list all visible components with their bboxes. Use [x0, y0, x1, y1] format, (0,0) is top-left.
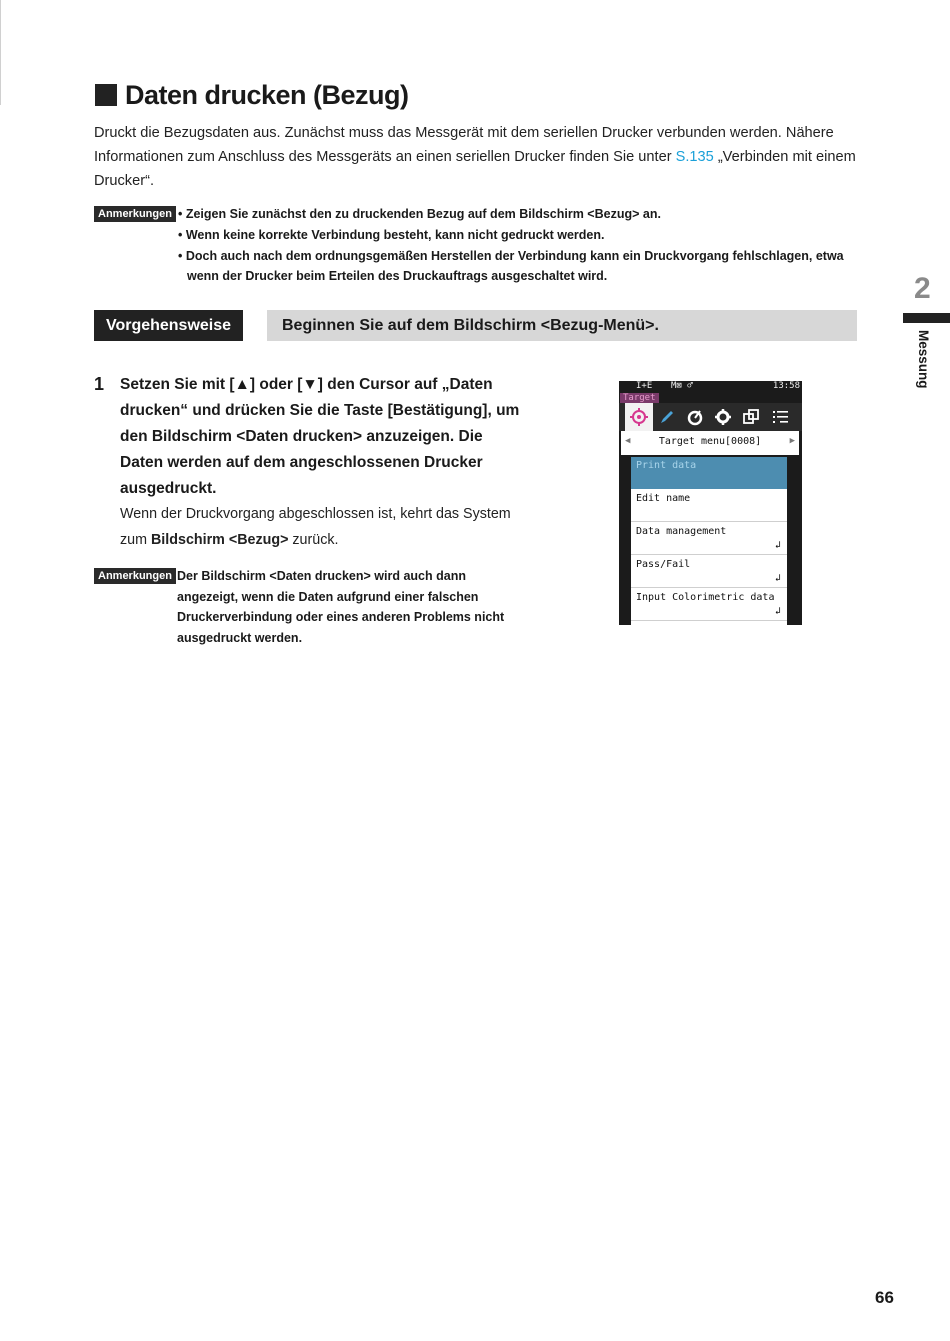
enter-icon: ↲ [774, 573, 781, 584]
gear-icon[interactable] [709, 403, 737, 431]
device-time: 13:58 [772, 381, 800, 391]
step-result-text: Wenn der Druckvorgang abgeschlossen ist, kehrt das System zum [120, 506, 511, 548]
menu-item-print-data[interactable] [631, 457, 787, 489]
menu-item-label: Print data [636, 460, 697, 471]
enter-icon: ↲ [774, 606, 781, 617]
menu-item-label: Input Colorimetric data [636, 592, 775, 603]
device-menu-list [631, 457, 787, 625]
page-title [95, 78, 409, 112]
page-number: 66 [875, 1288, 894, 1307]
device-tab-bar [619, 403, 802, 431]
device-status-left: I+E [636, 381, 653, 391]
page-edge-line [0, 0, 1, 105]
page-reference-link[interactable]: S.135 [675, 149, 714, 165]
note-item: • Wenn keine korrekte Verbindung besteht, kann nicht gedruckt werden. [178, 227, 605, 242]
device-status-icons: M⊠ ♂ [671, 381, 693, 391]
intro-paragraph [94, 121, 864, 193]
step-number: 1 [94, 374, 105, 394]
arrow-left-icon[interactable]: ◀ [625, 436, 631, 446]
note-list [178, 204, 858, 287]
note-text: Der Bildschirm <Daten drucken> wird auch dann angezeigt, wenn die Daten aufgrund einer falschen Druckerverbindung oder eines anderen Problems nicht ausgedruckt werden. [177, 569, 505, 645]
title-square-icon [95, 84, 117, 106]
target-icon[interactable] [625, 403, 653, 431]
menu-item-pass-fail[interactable] [631, 556, 787, 588]
note-badge: Anmerkungen [94, 568, 176, 584]
note-badge: Anmerkungen [94, 206, 176, 222]
menu-item-label: Pass/Fail [636, 559, 691, 570]
title-text: Daten drucken (Bezug) [125, 79, 409, 110]
device-screen [619, 381, 802, 625]
arrow-right-icon[interactable]: ▶ [789, 436, 795, 446]
chapter-label: Messung [916, 330, 931, 389]
chapter-number: 2 [914, 272, 931, 305]
menu-item-data-management[interactable] [631, 523, 787, 555]
menu-item-edit-name[interactable] [631, 490, 787, 522]
note-item: • Doch auch nach dem ordnungsgemäßen Herstellen der Verbindung kann ein Druckvorgang fehlschlagen, etwa wenn der Drucker beim Erteilen des Druckauftrags ausgeschaltet wird. [178, 248, 844, 284]
device-mode-tag: Target [620, 393, 659, 404]
step-result [120, 501, 530, 553]
intro-text-end: „Verbinden mit einem Drucker“. [94, 149, 856, 189]
enter-icon: ↲ [774, 540, 781, 551]
device-status-bar [619, 381, 802, 393]
measure-icon[interactable] [681, 403, 709, 431]
menu-item-label: Edit name [636, 493, 691, 504]
menu-item-label: Data management [636, 526, 727, 537]
copy-icon[interactable] [737, 403, 765, 431]
intro-text: Druckt die Bezugsdaten aus. Zunächst muss das Messgerät mit dem seriellen Drucker verbunden werden. Nähere Informationen zum Anschluss des Messgeräts an einen seriellen Drucker finden Sie unter [94, 125, 834, 165]
procedure-start-bar: Beginnen Sie auf dem Bildschirm <Bezug-Menü>. [267, 310, 857, 341]
step-result-end: zurück. [288, 532, 339, 548]
chapter-tab-bar [903, 313, 950, 323]
step-instruction: Setzen Sie mit [▲] oder [▼] den Cursor auf „Daten drucken“ und drücken Sie die Taste [Bestätigung], um den Bildschirm <Daten drucken> anzuzeigen. Die Daten werden auf dem angeschlossenen Drucker ausgedruckt. [120, 376, 520, 497]
note-item: • Zeigen Sie zunächst den zu druckenden Bezug auf dem Bildschirm <Bezug> an. [178, 207, 661, 221]
procedure-label: Vorgehensweise [94, 310, 243, 341]
device-menu-header [621, 431, 799, 455]
menu-item-input-colorimetric-data[interactable] [631, 589, 787, 621]
pen-icon[interactable] [653, 403, 681, 431]
step-result-bold: Bildschirm <Bezug> [150, 532, 289, 548]
device-menu-title: Target menu[0008] [658, 436, 762, 447]
job-list-icon[interactable] [767, 403, 795, 431]
